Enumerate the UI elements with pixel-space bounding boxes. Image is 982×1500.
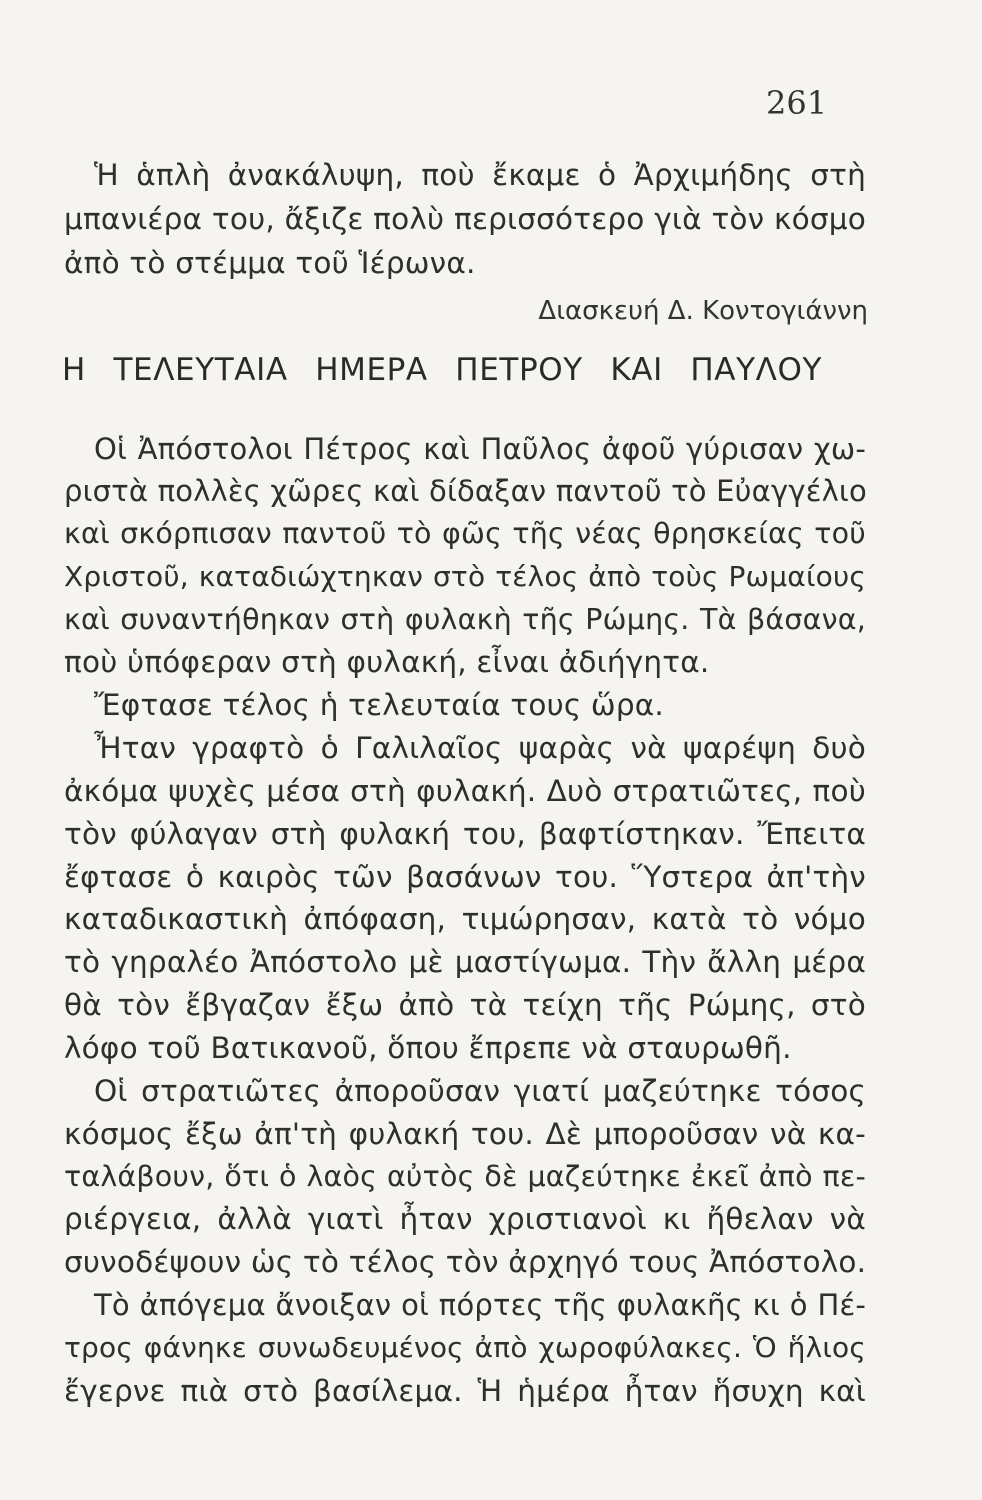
body-line: Χριστοῦ, καταδιώχτηκαν στὸ τέλος ἀπὸ τοὺς Ρωμαίους [64,560,866,593]
body-line: καταδικαστικὴ ἀπόφαση, τιμώρησαν, κατὰ τὸ νόμο [64,902,866,936]
body-line: κόσμος ἔξω ἀπ'τὴ φυλακή του. Δὲ μποροῦσαν νὰ κα- [64,1117,866,1151]
page-number: 261 [766,84,828,122]
section-heading: Η ΤΕΛΕΥΤΑΙΑ ΗΜΕΡΑ ΠΕΤΡΟΥ ΚΑΙ ΠΑΥΛΟΥ [62,352,822,388]
body-line: ἔγερνε πιὰ στὸ βασίλεμα. Ἡ ἡμέρα ἦταν ἥσυχη καὶ [64,1374,866,1408]
body-line: ἔφτασε ὁ καιρὸς τῶν βασάνων του. Ὕστερα ἀπ'τὴν [64,860,866,894]
body-line: ἀκόμα ψυχὲς μέσα στὴ φυλακή. Δυὸ στρατιῶτες, ποὺ [64,774,866,808]
body-line: Οἱ στρατιῶτες ἀποροῦσαν γιατί μαζεύτηκε τόσος [94,1074,866,1108]
body-line: Ἦταν γραφτὸ ὁ Γαλιλαῖος ψαρὰς νὰ ψαρέψη δυὸ [94,731,866,765]
intro-line: μπανιέρα του, ἄξιζε πολὺ περισσότερο γιὰ τὸν κόσμο [64,202,866,236]
body-line: τρος φάνηκε συνωδευμένος ἀπὸ χωροφύλακες. Ὁ ἥλιος [64,1331,866,1364]
body-line: λόφο τοῦ Βατικανοῦ, ὅπου ἔπρεπε νὰ σταυρωθῆ. [64,1031,792,1065]
body-line: Ἔφτασε τέλος ἡ τελευταία τους ὥρα. [94,688,664,722]
body-line: καὶ συναντήθηκαν στὴ φυλακὴ τῆς Ρώμης. Τὰ βάσανα, [64,603,866,636]
intro-line: ἀπὸ τὸ στέμμα τοῦ Ἱέρωνα. [64,246,476,280]
body-line: Οἱ Ἀπόστολοι Πέτρος καὶ Παῦλος ἀφοῦ γύρισαν χω- [94,432,866,466]
body-line: ριστὰ πολλὲς χῶρες καὶ δίδαξαν παντοῦ τὸ Εὐαγγέλιο [64,474,867,508]
attribution: Διασκευή Δ. Κοντογιάννη [538,296,868,326]
body-line: τὸν φύλαγαν στὴ φυλακή του, βαφτίστηκαν. Ἔπειτα [64,817,866,851]
body-line: ποὺ ὑπόφεραν στὴ φυλακή, εἶναι ἀδιήγητα. [64,645,710,679]
body-line: τὸ γηραλέο Ἀπόστολο μὲ μαστίγωμα. Τὴν ἄλλη μέρα [64,945,866,979]
body-line: ριέργεια, ἀλλὰ γιατὶ ἦταν χριστιανοὶ κι ἤθελαν νὰ [64,1202,866,1236]
body-line: συνοδέψουν ὡς τὸ τέλος τὸν ἀρχηγό τους Ἀπόστολο. [64,1245,867,1279]
body-line: καὶ σκόρπισαν παντοῦ τὸ φῶς τῆς νέας θρησκείας τοῦ [64,517,866,550]
body-line: ταλάβουν, ὅτι ὁ λαὸς αὐτὸς δὲ μαζεύτηκε ἐκεῖ ἀπὸ πε- [64,1160,866,1193]
intro-line: Ἡ ἁπλὴ ἀνακάλυψη, ποὺ ἔκαμε ὁ Ἀρχιμήδης στὴ [94,158,866,192]
body-line: Τὸ ἀπόγεμα ἄνοιξαν οἱ πόρτες τῆς φυλακῆς κι ὁ Πέ- [94,1288,866,1322]
body-line: θὰ τὸν ἔβγαζαν ἔξω ἀπὸ τὰ τείχη τῆς Ρώμης, στὸ [64,988,866,1022]
